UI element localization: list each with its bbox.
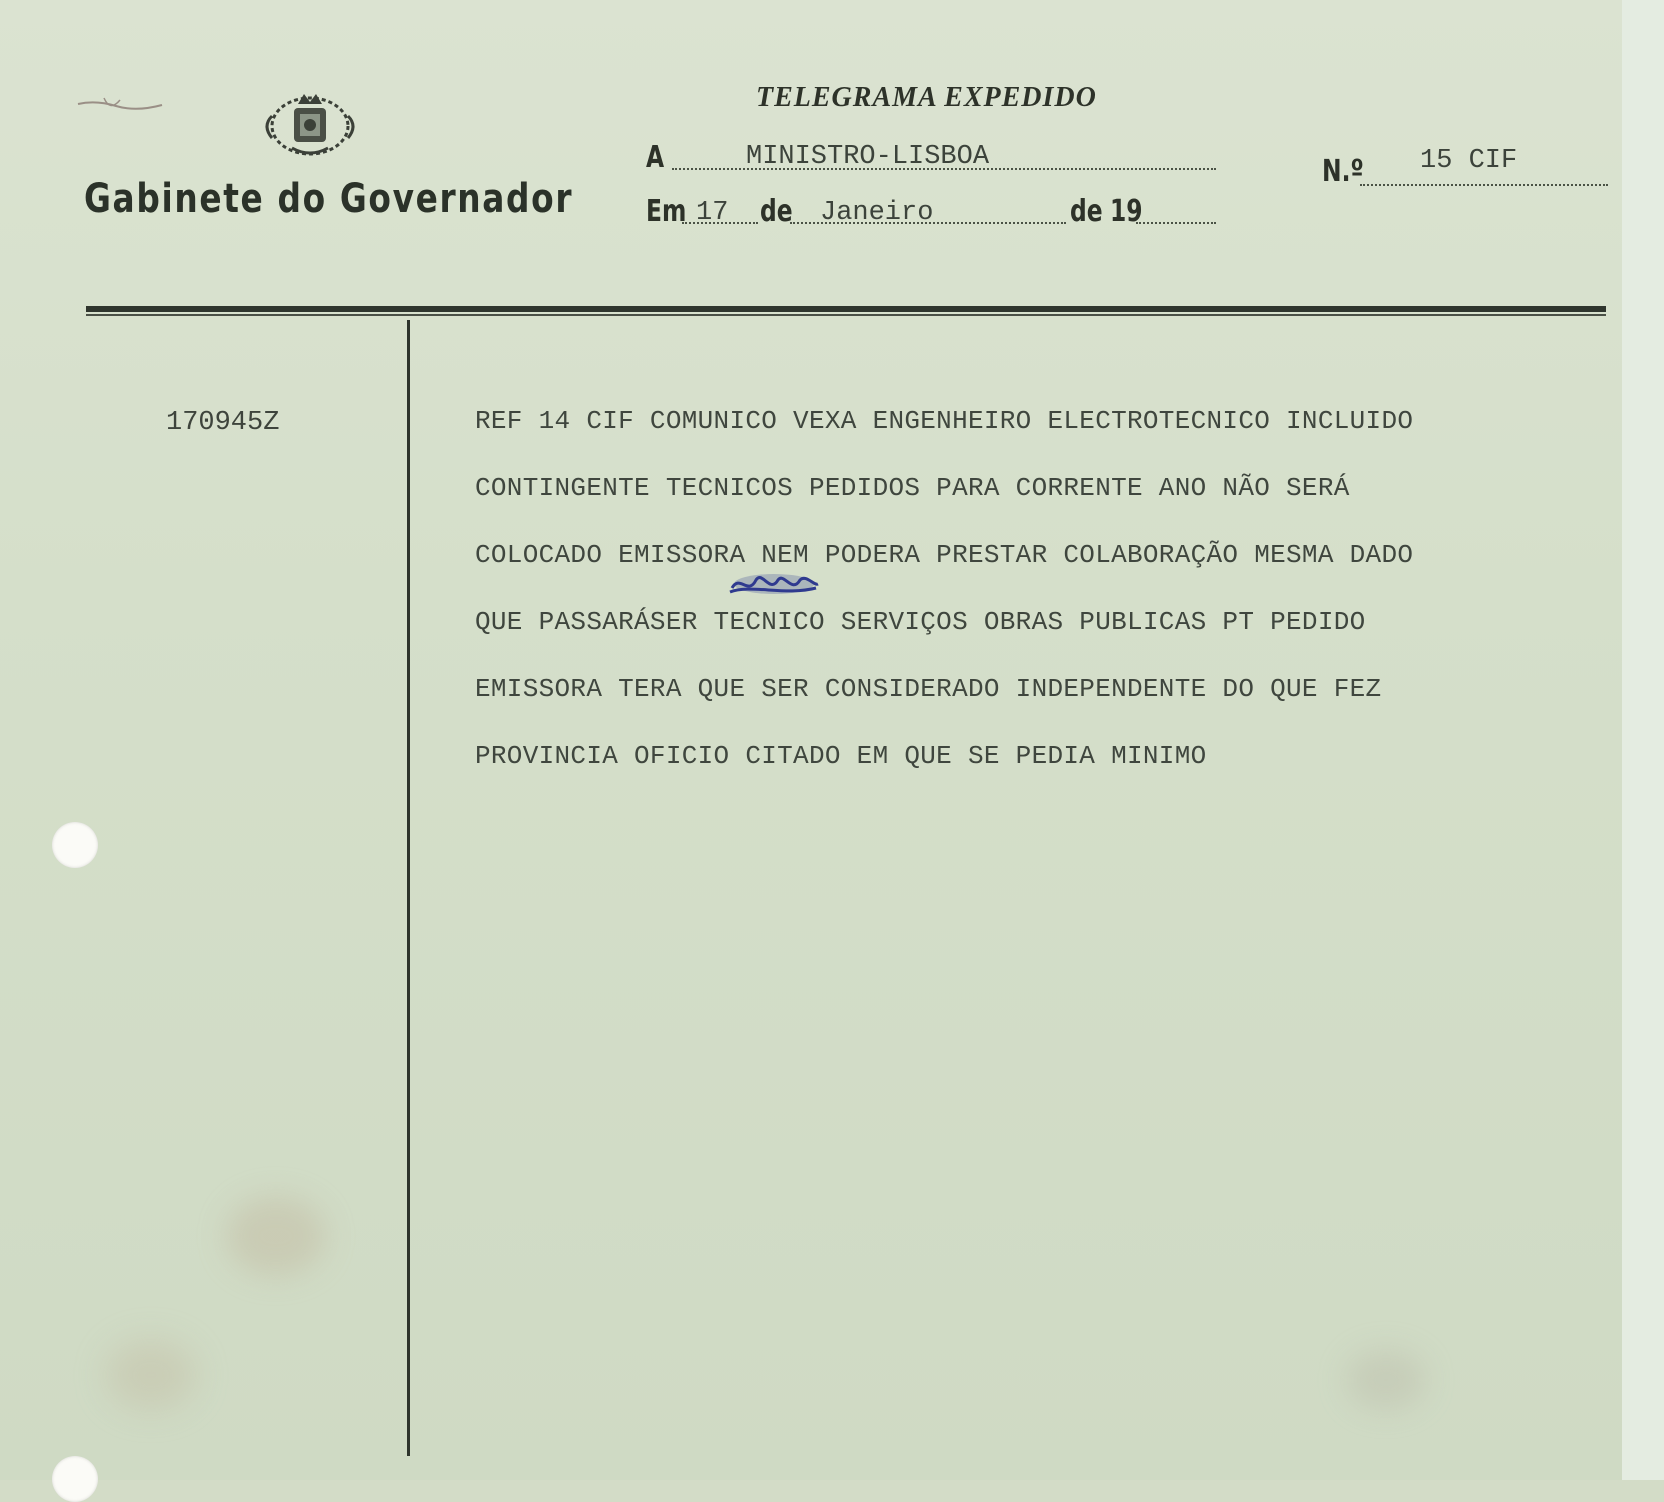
ink-scribble-icon	[726, 566, 822, 602]
paper-stain	[106, 1340, 196, 1410]
number-value: 15 CIF	[1420, 146, 1518, 176]
department-name: Gabinete do Governador	[84, 176, 574, 222]
punch-hole	[52, 1456, 98, 1502]
header-rule-thin	[86, 314, 1606, 316]
date-prefix-label: Em	[646, 194, 687, 229]
column-divider	[407, 320, 410, 1456]
number-line	[1360, 184, 1608, 186]
message-body	[475, 404, 1595, 806]
date-year-prefix: 19	[1110, 194, 1143, 229]
coat-of-arms-icon	[262, 86, 358, 162]
pencil-mark-icon	[76, 92, 166, 122]
date-month: Janeiro	[820, 198, 934, 228]
number-label: N.º	[1322, 154, 1364, 189]
date-de-label-2: de	[1070, 194, 1103, 229]
message-line: COLOCADO EMISSORA NEM PODERA PRESTAR COLABORAÇÃO MESMA DADO	[475, 540, 1414, 570]
date-de-label: de	[760, 194, 793, 229]
punch-hole	[52, 822, 98, 868]
message-line: QUE PASSARÁSER TECNICO SERVIÇOS OBRAS PUBLICAS PT PEDIDO	[475, 607, 1366, 637]
message-line: PROVINCIA OFICIO CITADO EM QUE SE PEDIA MINIMO	[475, 741, 1207, 771]
date-time-group: 170945Z	[166, 408, 280, 438]
paper-stain	[226, 1196, 326, 1276]
addressee-value: MINISTRO-LISBOA	[746, 142, 990, 172]
year-line	[1136, 222, 1216, 224]
document-title: TELEGRAMA EXPEDIDO	[756, 82, 1097, 113]
message-line: CONTINGENTE TECNICOS PEDIDOS PARA CORRENTE ANO NÃO SERÁ	[475, 473, 1350, 503]
date-day: 17	[696, 198, 729, 228]
paper-stain	[1346, 1350, 1426, 1410]
header-rule	[86, 306, 1606, 312]
message-line: REF 14 CIF COMUNICO VEXA ENGENHEIRO ELECTROTECNICO INCLUIDO	[475, 406, 1414, 436]
message-line: EMISSORA TERA QUE SER CONSIDERADO INDEPENDENTE DO QUE FEZ	[475, 674, 1382, 704]
addressee-label: A	[646, 140, 665, 175]
scan-margin	[1622, 0, 1664, 1480]
